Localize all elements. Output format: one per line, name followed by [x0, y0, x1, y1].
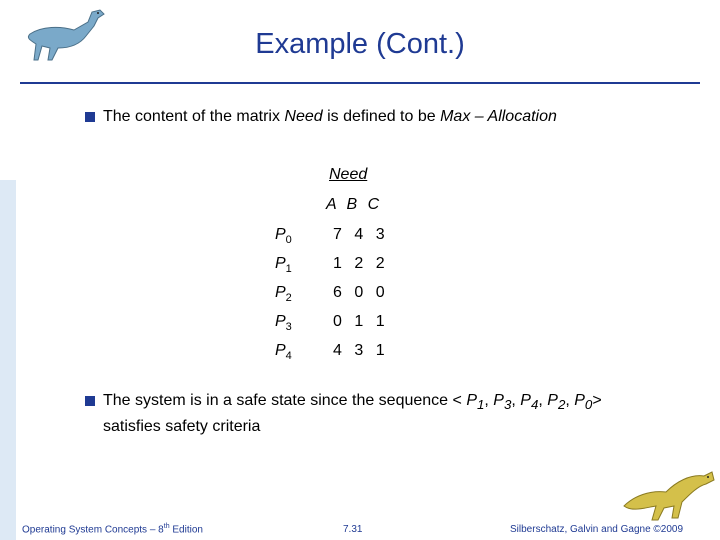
- need-values: 7 4 3: [333, 226, 389, 243]
- matrix-row: [275, 284, 475, 306]
- process-label: $P_3$: [275, 313, 292, 334]
- process-label: $P_4$: [275, 342, 292, 363]
- title-underline: [20, 82, 700, 84]
- footer-page-number: 7.31: [343, 524, 363, 535]
- process-label: $P_2$: [275, 284, 292, 305]
- bullet-square-icon: [85, 396, 95, 406]
- process-label: $P_1$: [275, 255, 292, 276]
- bullet-need-definition: The content of the matrix Need is defined to be Max – Allocation: [103, 108, 557, 125]
- footer-authors: Silberschatz, Galvin and Gagne ©2009: [510, 524, 684, 535]
- bullet-square-icon: [85, 112, 95, 122]
- matrix-row: [275, 313, 475, 335]
- matrix-row: [275, 255, 475, 277]
- footer-book-title: Operating System Concepts – 8th Edition: [22, 522, 203, 535]
- matrix-row: [275, 342, 475, 364]
- sidebar-top: [0, 0, 16, 180]
- bullet-safe-state: The system is in a safe state since the sequence < $P_1$, $P_3$, $P_4$, $P_2$, $P_0>$ satisfies safety criteria: [103, 392, 602, 436]
- sidebar-stripe: [0, 180, 16, 540]
- matrix-column-headers: A B C: [326, 196, 383, 213]
- matrix-row: [275, 226, 475, 248]
- dinosaur-footer-icon: [620, 462, 718, 524]
- need-values: 6 0 0: [333, 284, 389, 301]
- need-values: 0 1 1: [333, 313, 389, 330]
- need-values: 1 2 2: [333, 255, 389, 272]
- need-values: 4 3 1: [333, 342, 389, 359]
- slide-title: Example (Cont.): [255, 28, 465, 60]
- matrix-title: Need: [329, 166, 368, 183]
- process-label: $P_0$: [275, 226, 292, 247]
